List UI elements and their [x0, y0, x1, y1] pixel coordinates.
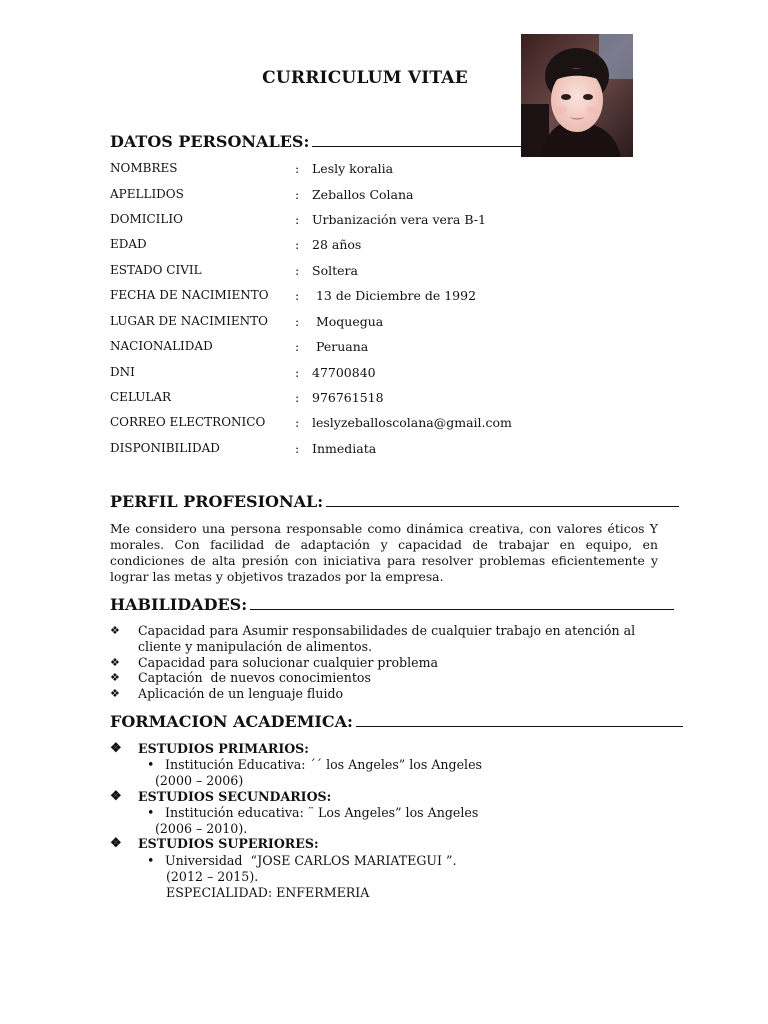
institution-text: Institución Educativa: ´´ los Angeles” los Angeles	[165, 757, 482, 772]
row-value: 28 años	[312, 237, 362, 252]
row-value: 13 de Diciembre de 1992	[312, 288, 477, 303]
row-label: ESTADO CIVIL	[110, 263, 202, 277]
bullet-icon: •	[147, 757, 155, 772]
row-value: 47700840	[312, 365, 376, 380]
habilidades-heading	[110, 595, 674, 614]
perfil-paragraph: Me considero una persona responsable como dinámica creativa, con valores éticos Y morales. Con facilidad de adaptación y capacidad de trabajar en equipo, en condiciones de alta presión con iniciativa para resolver problemas eficientemente y lograr las metas y objetivos trazados por la empresa.	[110, 521, 658, 584]
personal-data-row	[110, 415, 670, 435]
estudios-superiores-years: (2012 – 2015).	[166, 869, 259, 884]
row-value: 976761518	[312, 390, 384, 405]
diamond-bullet-icon: ❖	[110, 836, 122, 851]
perfil-heading-text: PERFIL PROFESIONAL:	[110, 492, 324, 511]
estudios-superiores-label: ESTUDIOS SUPERIORES:	[138, 836, 319, 851]
row-label: EDAD	[110, 237, 147, 251]
row-separator: :	[295, 237, 300, 252]
row-label: FECHA DE NACIMIENTO	[110, 288, 269, 302]
personal-data-row	[110, 263, 670, 283]
personal-data-row	[110, 237, 670, 257]
row-label: NOMBRES	[110, 161, 178, 175]
row-separator: :	[295, 263, 300, 278]
profile-photo	[521, 34, 633, 157]
diamond-bullet-icon: ❖	[110, 656, 120, 669]
row-label: CORREO ELECTRONICO	[110, 415, 266, 429]
estudios-secundarios-years: (2006 – 2010).	[155, 821, 248, 836]
row-separator: :	[295, 339, 300, 354]
email-value[interactable]: leslyzeballoscolana@gmail.com	[312, 415, 512, 430]
row-value: Soltera	[312, 263, 358, 278]
institution-text: Universidad “JOSE CARLOS MARIATEGUI ”.	[165, 853, 457, 868]
personal-data-row	[110, 161, 670, 181]
row-value: Lesly koralia	[312, 161, 394, 176]
row-separator: :	[295, 415, 300, 430]
heading-underline	[356, 712, 683, 727]
row-label: CELULAR	[110, 390, 172, 404]
habilidad-text: Capacidad para solucionar cualquier problema	[138, 655, 439, 670]
habilidad-text: Aplicación de un lenguaje fluido	[138, 686, 344, 701]
estudios-secundarios-label: ESTUDIOS SECUNDARIOS:	[138, 789, 332, 804]
estudios-primarios-label: ESTUDIOS PRIMARIOS:	[138, 741, 309, 756]
datos-personales-heading	[110, 132, 525, 151]
row-value: Inmediata	[312, 441, 377, 456]
heading-underline	[250, 595, 674, 610]
row-label: APELLIDOS	[110, 187, 184, 201]
diamond-bullet-icon: ❖	[110, 671, 120, 684]
row-value: Zeballos Colana	[312, 187, 414, 202]
document-title: CURRICULUM VITAE	[262, 68, 468, 88]
row-separator: :	[295, 187, 300, 202]
datos-personales-heading-text: DATOS PERSONALES:	[110, 132, 310, 151]
personal-data-row	[110, 390, 670, 410]
row-value: Urbanización vera vera B-1	[312, 212, 486, 227]
personal-data-row	[110, 365, 670, 385]
row-separator: :	[295, 288, 300, 303]
personal-data-row	[110, 288, 670, 308]
perfil-heading	[110, 492, 679, 511]
personal-data-row	[110, 187, 670, 207]
personal-data-row	[110, 441, 670, 461]
row-label: DOMICILIO	[110, 212, 183, 226]
habilidades-heading-text: HABILIDADES:	[110, 595, 248, 614]
diamond-bullet-icon: ❖	[110, 624, 120, 637]
row-label: DNI	[110, 365, 135, 379]
estudios-primarios-years: (2000 – 2006)	[155, 773, 244, 788]
row-value: Moquegua	[312, 314, 384, 329]
diamond-bullet-icon: ❖	[110, 687, 120, 700]
formacion-heading	[110, 712, 683, 731]
habilidad-text: Capacidad para Asumir responsabilidades de cualquier trabajo en atención al cliente y manipulación de alimentos.	[138, 623, 636, 654]
personal-data-row	[110, 212, 670, 232]
profile-photo-image	[521, 34, 633, 157]
diamond-bullet-icon: ❖	[110, 741, 122, 756]
row-value: Peruana	[312, 339, 369, 354]
row-separator: :	[295, 212, 300, 227]
estudios-superiores-specialty: ESPECIALIDAD: ENFERMERIA	[166, 885, 370, 900]
row-separator: :	[295, 314, 300, 329]
bullet-icon: •	[147, 805, 155, 820]
heading-underline	[312, 132, 525, 147]
row-label: NACIONALIDAD	[110, 339, 213, 353]
row-separator: :	[295, 390, 300, 405]
row-label: DISPONIBILIDAD	[110, 441, 220, 455]
heading-underline	[326, 492, 679, 507]
institution-text: Institución educativa: ¨ Los Angeles” los Angeles	[165, 805, 479, 820]
bullet-icon: •	[147, 853, 155, 868]
row-separator: :	[295, 161, 300, 176]
personal-data-row	[110, 314, 670, 334]
formacion-heading-text: FORMACION ACADEMICA:	[110, 712, 353, 731]
row-separator: :	[295, 441, 300, 456]
personal-data-row	[110, 339, 670, 359]
diamond-bullet-icon: ❖	[110, 789, 122, 804]
row-separator: :	[295, 365, 300, 380]
habilidad-text: Captación de nuevos conocimientos	[138, 670, 371, 685]
row-label: LUGAR DE NACIMIENTO	[110, 314, 268, 328]
